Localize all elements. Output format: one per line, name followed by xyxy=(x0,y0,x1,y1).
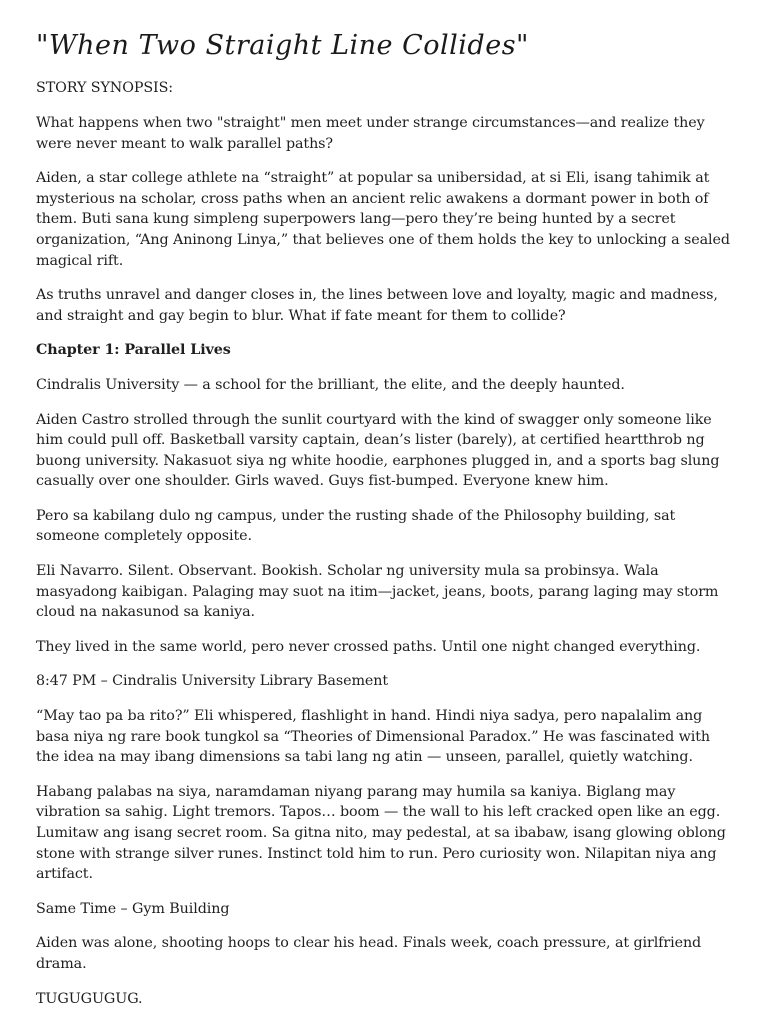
story-paragraph: Pero sa kabilang dulo ng campus, under the rusting shade of the Philosophy building, sat someone completely opposite. xyxy=(36,507,676,545)
story-paragraph: They lived in the same world, pero never crossed paths. Until one night changed everything. xyxy=(36,638,701,655)
story-paragraph: “May tao pa ba rito?” Eli whispered, flashlight in hand. Hindi niya sadya, pero napalalim ang basa niya ng rare book tungkol sa “Theories of Dimensional Paradox.” He was fascinated with the idea na may ibang dimensions sa tabi lang ng atin — unseen, parallel, quietly watching. xyxy=(36,708,710,766)
scene-marker: Same Time – Gym Building xyxy=(36,900,230,917)
story-paragraph: Aiden was alone, shooting hoops to clear his head. Finals week, coach pressure, at girlfriend drama. xyxy=(36,935,702,972)
chapter-heading: Chapter 1: Parallel Lives xyxy=(36,342,231,359)
story-paragraph: TUGUGUGUG. xyxy=(36,990,143,1007)
story-paragraph: Eli Navarro. Silent. Observant. Bookish. Scholar ng university mula sa probinsya. Wala masyadong kaibigan. Palaging may suot na itim—jacket, jeans, boots, parang laging may storm cloud na nakasunod sa kaniya. xyxy=(36,563,719,621)
story-paragraph: Habang palabas na siya, naramdaman niyang parang may humila sa kaniya. Biglang may vibration sa sahig. Light tremors. Tapos… boom — the wall to his left cracked open like an egg. Lumitaw ang isang secret room. Sa gitna nito, may pedestal, at sa ibabaw, isang glowing oblong stone with strange silver runes. Instinct told him to run. Pero curiosity won. Nilapitan niya ang artifact. xyxy=(36,783,726,883)
synopsis-paragraph: As truths unravel and danger closes in, the lines between love and loyalty, magic and madness, and straight and gay begin to blur. What if fate meant for them to collide? xyxy=(36,287,718,324)
story-paragraph: Aiden Castro strolled through the sunlit courtyard with the kind of swagger only someone like him could pull off. Basketball varsity captain, dean’s lister (barely), at certified heartthrob ng buong university. Nakasuot siya ng white hoodie, earphones plugged in, and a sports bag slung casually over one shoulder. Girls waved. Guys fist-bumped. Everyone knew him. xyxy=(36,411,720,490)
synopsis-paragraph: Aiden, a star college athlete na “straight” at popular sa unibersidad, at si Eli, isang tahimik at mysterious na scholar, cross paths when an ancient relic awakens a dormant power in both of them. Buti sana kung simpleng superpowers lang—pero they’re being hunted by a secret organization, “Ang Aninong Linya,” that believes one of them holds the key to unlocking a sealed magical rift. xyxy=(36,170,730,269)
story-paragraph: Cindralis University — a school for the brilliant, the elite, and the deeply haunted. xyxy=(36,376,625,393)
document-page xyxy=(36,30,736,1023)
scene-marker: 8:47 PM – Cindralis University Library Basement xyxy=(36,673,389,690)
synopsis-label: STORY SYNOPSIS: xyxy=(36,80,173,97)
document-title: "When Two Straight Line Collides" xyxy=(36,30,529,61)
synopsis-paragraph: What happens when two "straight" men meet under strange circumstances—and realize they were never meant to walk parallel paths? xyxy=(36,114,705,152)
